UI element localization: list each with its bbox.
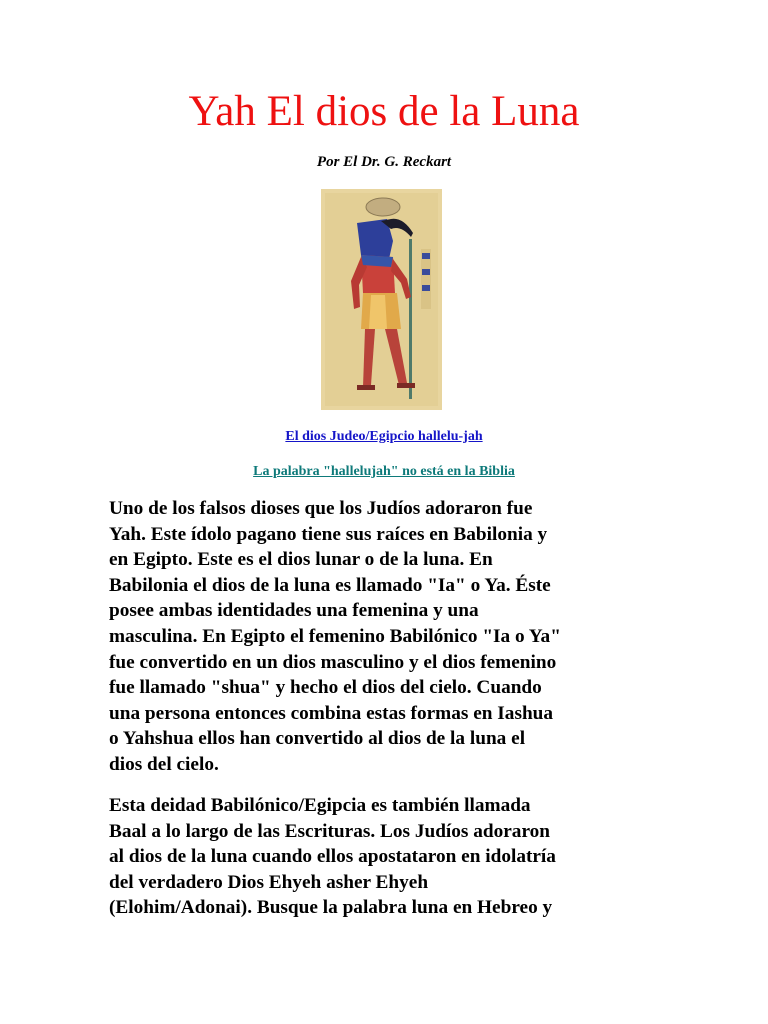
paragraph-line: Esta deidad Babilónico/Egipcia es también llamada xyxy=(109,795,531,816)
paragraph-line: fue convertido en un dios masculino y el dios femenino xyxy=(109,651,557,673)
paragraph-line: del verdadero Dios Ehyeh asher Ehyeh xyxy=(109,871,429,893)
paragraph-line: (Elohim/Adonai). Busque la palabra luna en Hebreo y xyxy=(109,897,553,919)
paragraph-line: posee ambas identidades una femenina y una xyxy=(109,600,479,622)
page-title: Yah El dios de la Luna xyxy=(188,88,580,135)
link-judeo-egyptian-god[interactable]: El dios Judeo/Egipcio hallelu-jah xyxy=(285,429,483,444)
paragraph-line: en Egipto. Este es el dios lunar o de la luna. En xyxy=(109,549,493,571)
paragraph-line: fue llamado "shua" y hecho el dios del cielo. Cuando xyxy=(109,677,542,699)
link-hallelujah-not-in-bible[interactable]: La palabra "hallelujah" no está en la Biblia xyxy=(253,464,515,479)
paragraph-line: Baal a lo largo de las Escrituras. Los Judíos adoraron xyxy=(109,820,551,842)
paragraph-line: dios del cielo. xyxy=(109,753,219,775)
paragraph-line: Uno de los falsos dioses que los Judíos adoraron fue xyxy=(109,498,533,519)
paragraph-line: Yah. Este ídolo pagano tiene sus raíces en Babilonia y xyxy=(109,523,548,545)
author-byline: Por El Dr. G. Reckart xyxy=(316,154,452,170)
egyptian-deity-illustration-icon xyxy=(321,189,442,410)
paragraph-line: una persona entonces combina estas formas en Iashua xyxy=(109,702,554,724)
paragraph-1 xyxy=(109,496,669,778)
paragraph-line: o Yahshua ellos han convertido al dios de la luna el xyxy=(109,728,526,750)
paragraph-2 xyxy=(109,793,669,921)
paragraph-line: al dios de la luna cuando ellos apostataron en idolatría xyxy=(109,846,556,868)
paragraph-line: masculina. En Egipto el femenino Babilónico "Ia o Ya" xyxy=(109,625,561,647)
paragraph-line: Babilonia el dios de la luna es llamado "Ia" o Ya. Éste xyxy=(109,574,551,596)
